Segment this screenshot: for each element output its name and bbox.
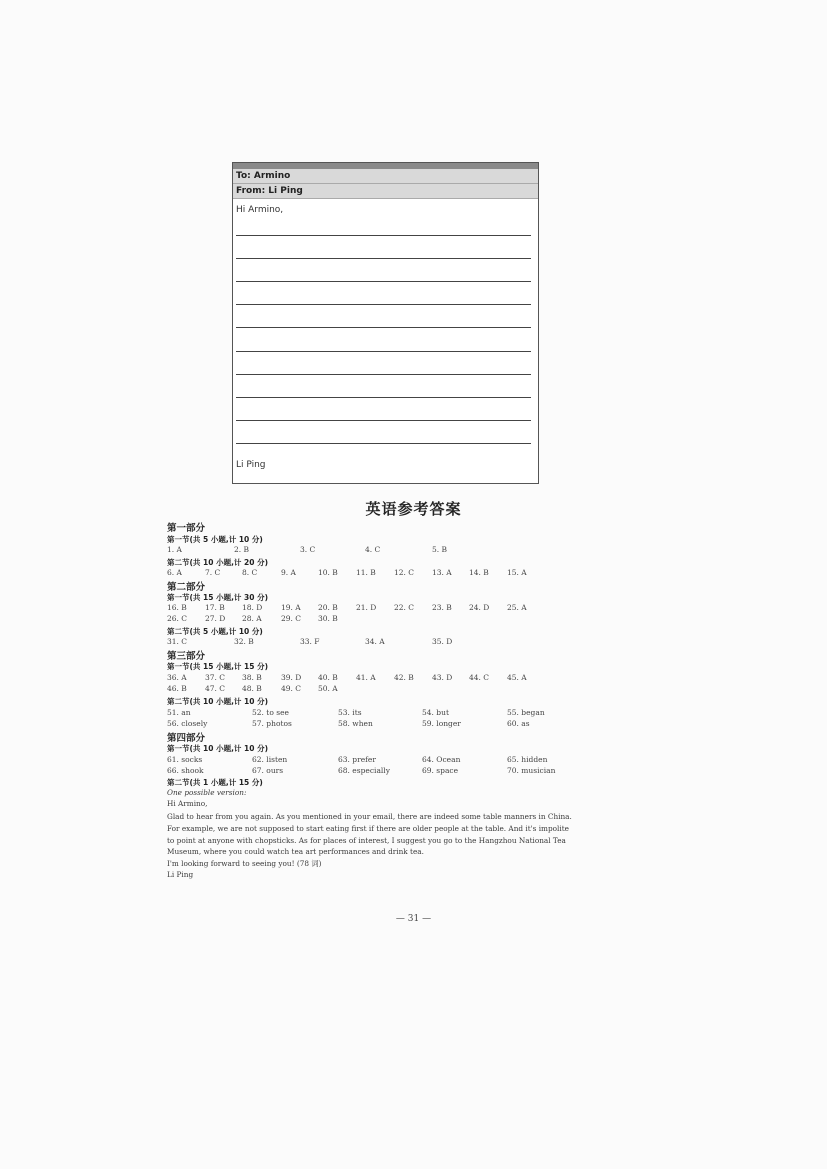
answer: 35. D [432, 637, 453, 646]
answer: 33. F [300, 637, 320, 646]
answer: 16. B [167, 603, 187, 612]
part3-s2-heading: 第二节(共 10 小题,计 10 分) [167, 697, 269, 706]
essay-line: Museum, where you could watch tea art performances and drink tea. [167, 847, 424, 856]
answer: 70. musician [507, 766, 556, 775]
email-greeting: Hi Armino, [236, 205, 284, 215]
answer: 57. photos [252, 719, 292, 728]
part3-heading: 第三部分 [167, 651, 206, 662]
answer: 44. C [469, 673, 490, 682]
answer: 15. A [507, 568, 527, 577]
answer: 10. B [318, 568, 338, 577]
answer: 31. C [167, 637, 188, 646]
part1-s2-heading: 第二节(共 10 小题,计 20 分) [167, 558, 269, 567]
answer: 66. shook [167, 766, 204, 775]
answer: 25. A [507, 603, 527, 612]
part2-s2-heading: 第二节(共 5 小题,计 10 分) [167, 627, 263, 636]
part1-s1-heading: 第一节(共 5 小题,计 10 分) [167, 535, 263, 544]
answer: 24. D [469, 603, 490, 612]
writing-line [236, 327, 531, 328]
answer: 36. A [167, 673, 187, 682]
email-from: From: Li Ping [233, 184, 538, 199]
answer: 41. A [356, 673, 376, 682]
answer: 1. A [167, 545, 182, 554]
answer: 46. B [167, 684, 187, 693]
part2-s1-heading: 第一节(共 15 小题,计 30 分) [167, 593, 269, 602]
email-template [232, 162, 539, 484]
email-to: To: Armino [233, 169, 538, 184]
answer: 18. D [242, 603, 263, 612]
answer: 21. D [356, 603, 377, 612]
answer: 65. hidden [507, 755, 548, 764]
answer: 68. especially [338, 766, 390, 775]
answer: 7. C [205, 568, 221, 577]
writing-line [236, 258, 531, 259]
answer: 67. ours [252, 766, 284, 775]
answer: 13. A [432, 568, 452, 577]
answer: 19. A [281, 603, 301, 612]
email-signature: Li Ping [236, 460, 266, 470]
answer: 59. longer [422, 719, 461, 728]
answer: 38. B [242, 673, 262, 682]
answer: 28. A [242, 614, 262, 623]
part2-heading: 第二部分 [167, 582, 206, 593]
answer: 56. closely [167, 719, 208, 728]
answer: 54. but [422, 708, 449, 717]
answer: 63. prefer [338, 755, 376, 764]
answer: 55. began [507, 708, 545, 717]
answer: 27. D [205, 614, 226, 623]
answer: 2. B [234, 545, 250, 554]
page-title: 英语参考答案 [365, 500, 462, 518]
answer: 45. A [507, 673, 527, 682]
answer: 3. C [300, 545, 316, 554]
essay-line: to point at anyone with chopsticks. As for places of interest, I suggest you go to the Hangzhou National Tea [167, 836, 566, 845]
answer: 37. C [205, 673, 226, 682]
answer: 4. C [365, 545, 381, 554]
part4-s1-heading: 第一节(共 10 小题,计 10 分) [167, 744, 269, 753]
essay-line: Hi Armino, [167, 799, 208, 808]
answer: 34. A [365, 637, 385, 646]
answer: 6. A [167, 568, 182, 577]
answer: 5. B [432, 545, 448, 554]
answer: 17. B [205, 603, 225, 612]
answer: 29. C [281, 614, 302, 623]
answer: 11. B [356, 568, 376, 577]
part3-s1-heading: 第一节(共 15 小题,计 15 分) [167, 662, 269, 671]
answer: 9. A [281, 568, 296, 577]
answer: 22. C [394, 603, 415, 612]
answer: 61. socks [167, 755, 203, 764]
answer: 51. an [167, 708, 191, 717]
essay-line: Glad to hear from you again. As you mentioned in your email, there are indeed some table manners in China. [167, 812, 572, 821]
answer: 49. C [281, 684, 302, 693]
essay-intro: One possible version: [167, 788, 247, 797]
answer: 53. its [338, 708, 362, 717]
answer: 47. C [205, 684, 226, 693]
answer: 64. Ocean [422, 755, 461, 764]
answer: 43. D [432, 673, 453, 682]
answer: 23. B [432, 603, 452, 612]
answer: 26. C [167, 614, 188, 623]
writing-line [236, 397, 531, 398]
part4-heading: 第四部分 [167, 733, 206, 744]
writing-line [236, 420, 531, 421]
essay-line: Li Ping [167, 870, 194, 879]
essay-line: For example, we are not supposed to start eating first if there are older people at the table. And it's impolite [167, 824, 569, 833]
answer: 42. B [394, 673, 414, 682]
writing-line [236, 351, 531, 352]
writing-line [236, 235, 531, 236]
writing-line [236, 304, 531, 305]
answer: 14. B [469, 568, 489, 577]
part1-heading: 第一部分 [167, 523, 206, 534]
answer: 40. B [318, 673, 338, 682]
writing-line [236, 374, 531, 375]
answer: 39. D [281, 673, 302, 682]
answer: 30. B [318, 614, 338, 623]
answer: 8. C [242, 568, 258, 577]
page-number: — 31 — [395, 914, 432, 924]
writing-line [236, 443, 531, 444]
writing-line [236, 281, 531, 282]
answer: 50. A [318, 684, 338, 693]
answer: 12. C [394, 568, 415, 577]
answer: 32. B [234, 637, 254, 646]
answer: 69. space [422, 766, 459, 775]
answer: 48. B [242, 684, 262, 693]
answer: 62. listen [252, 755, 288, 764]
answer: 60. as [507, 719, 530, 728]
answer: 52. to see [252, 708, 289, 717]
answer: 20. B [318, 603, 338, 612]
answer: 58. when [338, 719, 373, 728]
essay-line: I'm looking forward to seeing you! (78 词) [167, 859, 322, 868]
part4-s2-heading: 第二节(共 1 小题,计 15 分) [167, 778, 263, 787]
